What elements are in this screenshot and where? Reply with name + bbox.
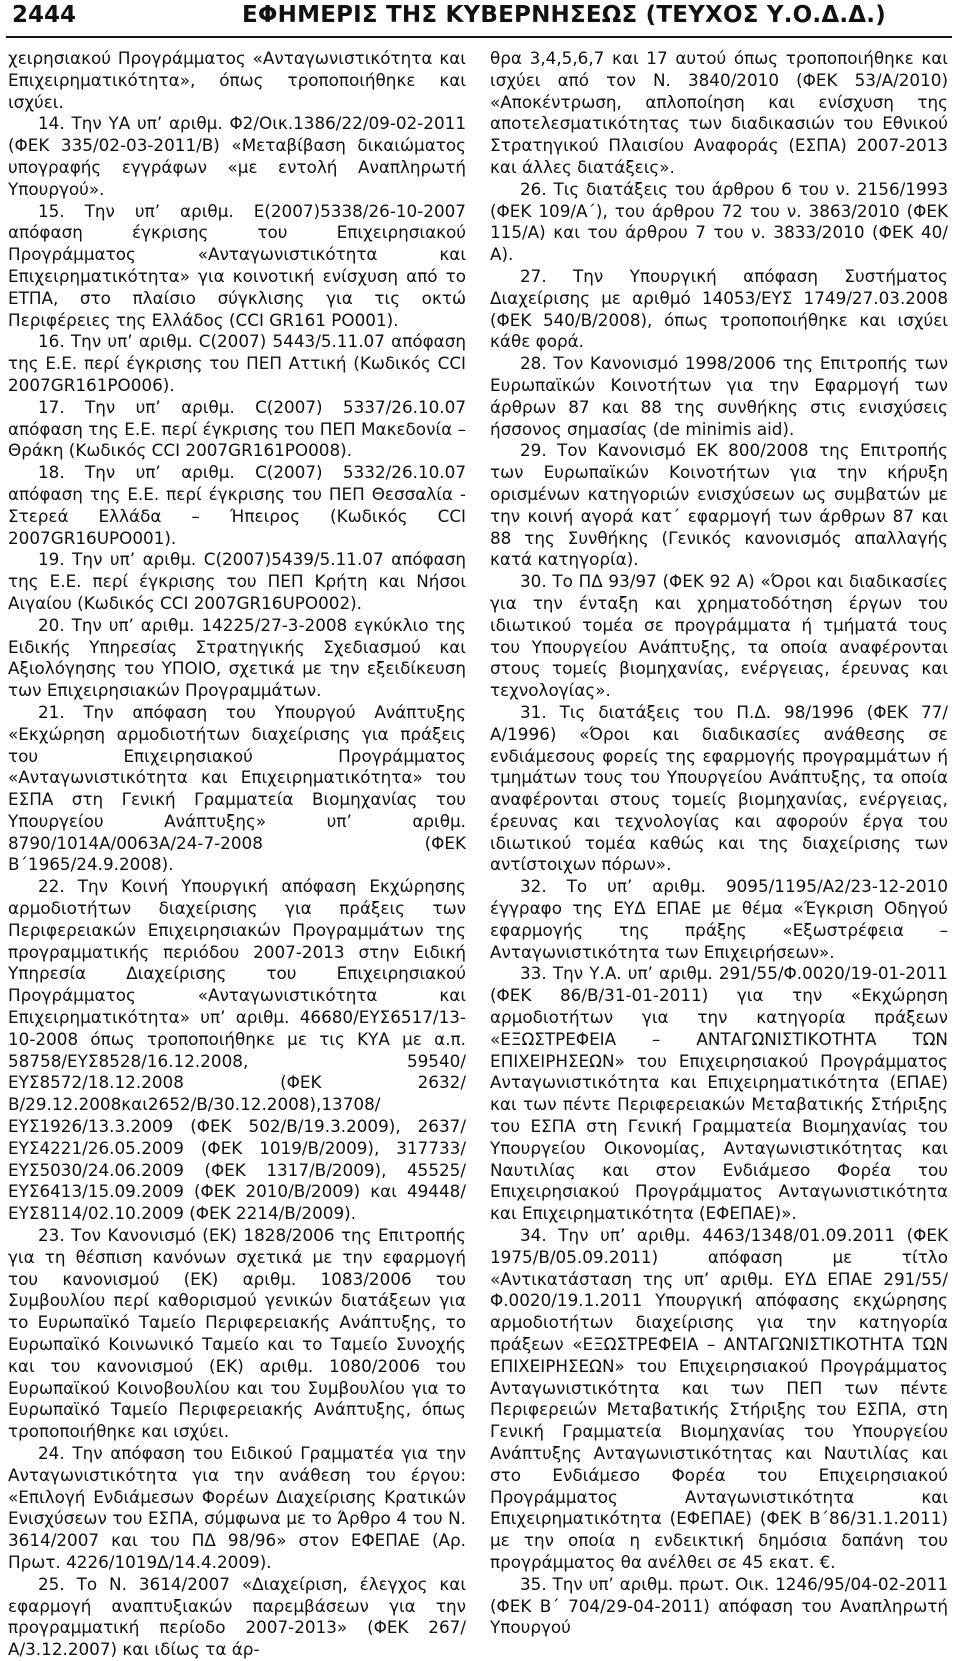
paragraph: 30. Το ΠΔ 93/97 (ΦΕΚ 92 Α) «Όροι και διαδικασίες για την ένταξη και χρηματοδότηση έργων του ιδιωτικού τομέα σε προγράμματα ή τμήματά τους του Υπουργείου Ανάπτυξης, τα οποία αναφέρονται στους τομείς βιομηχανίας, ενέργειας, έρευνας και τεχνολογίας». <box>490 571 948 701</box>
paragraph: 20. Την υπ’ αριθμ. 14225/27-3-2008 εγκύκλιο της Ειδικής Υπηρεσίας Στρατηγικής Σχεδιασμού και Αξιολόγησης του ΥΠΟΙΟ, σχετικά με την εξειδίκευση των Επιχειρησιακών Προγραμμάτων. <box>8 614 466 701</box>
paragraph: 25. Το Ν. 3614/2007 «Διαχείριση, έλεγχος και εφαρμογή αναπτυξιακών παρεμβάσεων για την προγραμματική περίοδο 2007-2013» (ΦΕΚ 267/Α/3.12.2007) και ιδίως τα άρ- <box>8 1573 466 1660</box>
paragraph: 21. Την απόφαση του Υπουργού Ανάπτυξης «Εκχώρηση αρμοδιοτήτων διαχείρισης για πράξεις του Επιχειρησιακού Προγράμματος «Ανταγωνιστικότητα και Επιχειρηματικότητα» του ΕΣΠΑ στη Γενική Γραμματεία Βιομηχανίας του Υπουργείου Ανάπτυξης» υπ’ αριθμ. 8790/1014Α/0063Α/24-7-2008 (ΦΕΚ Β΄1965/24.9.2008). <box>8 701 466 875</box>
left-column <box>8 48 466 1660</box>
paragraph: 24. Την απόφαση του Ειδικού Γραμματέα για την Ανταγωνιστικότητα για την ανάθεση του έργου: «Επιλογή Ενδιάμεσων Φορέων Διαχείρισης Κρατικών Ενισχύσεων του ΕΣΠΑ, σύμφωνα με το Άρθρο 4 του Ν. 3614/2007 και του ΠΔ 98/96» στον ΕΦΕΠΑΕ (Αρ. Πρωτ. 4226/1019Δ/14.4.2009). <box>8 1443 466 1572</box>
paragraph: 15. Την υπ’ αριθμ. Ε(2007)5338/26-10-2007 απόφαση έγκρισης του Επιχειρησιακού Προγράμματος «Ανταγωνιστικότητα και Επιχειρηματικότητα» για κοινοτική ενίσχυση από το ΕΤΠΑ, στο πλαίσιο σύγκλισης για τις οκτώ Περιφέρειες της Ελλάδος (CCI GR161 PO001). <box>8 200 466 330</box>
paragraph: 14. Την ΥΑ υπ’ αριθμ. Φ2/Οικ.1386/22/09-02-2011 (ΦΕΚ 335/02-03-2011/Β) «Μεταβίβαση δικαιώματος υπογραφής εγγράφων «με εντολή Αναπληρωτή Υπουργού». <box>8 113 466 199</box>
paragraph: χειρησιακού Προγράμματος «Ανταγωνιστικότητα και Επιχειρηματικότητα», όπως τροποποιήθηκε και ισχύει. <box>8 48 466 112</box>
paragraph: 32. Το υπ’ αριθμ. 9095/1195/Α2/23-12-2010 έγγραφο της ΕΥΔ ΕΠΑΕ με θέμα «Έγκριση Οδηγού εφαρμογής της πράξης «Εξωστρέφεια – Ανταγωνιστικότητα των Επιχειρήσεων». <box>490 876 948 962</box>
paragraph: 33. Την Υ.Α. υπ’ αριθμ. 291/55/Φ.0020/19-01-2011 (ΦΕΚ 86/Β/31-01-2011) για την «Εκχώρηση αρμοδιοτήτων για την κατηγορία πράξεων «ΕΞΩΣΤΡΕΦΕΙΑ – ΑΝΤΑΓΩΝΙΣΤΙΚΟΤΗΤΑ ΤΩΝ ΕΠΙΧΕΙΡΗΣΕΩΝ» του Επιχειρησιακού Προγράμματος Ανταγωνιστικότητα και Επιχειρηματικότητα (ΕΠΑΕ) και των πέντε Περιφερειακών Μεταβατικής Στήριξης του ΕΣΠΑ στη Γενική Γραμματεία Βιομηχανίας του Υπουργείου Οικονομίας, Ανταγωνιστικότητας και Ναυτιλίας και στον Ενδιάμεσο Φορέα του Επιχειρησιακού Προγράμματος Ανταγωνιστικότητα και Επιχειρηματικότητα (ΕΦΕΠΑΕ)». <box>490 963 948 1224</box>
paragraph: 28. Τον Κανονισμό 1998/2006 της Επιτροπής των Ευρωπαϊκών Κοινοτήτων για την Εφαρμογή των άρθρων 87 και 88 της συνθήκης στις ενισχύσεις ήσσονος σημασίας (de minimis aid). <box>490 353 948 439</box>
paragraph: 17. Την υπ’ αριθμ. C(2007) 5337/26.10.07 απόφαση της Ε.Ε. περί έγκρισης του ΠΕΠ Μακεδονία – Θράκη (Κωδικός CCI 2007GR161PO008). <box>8 396 466 461</box>
paragraph: 29. Τον Κανονισμό ΕΚ 800/2008 της Επιτροπής των Ευρωπαϊκών Κοινοτήτων για την κήρυξη ορισμένων κατηγοριών ενισχύσεων ως συμβατών με την κοινή αγορά κατ΄ εφαρμογή των άρθρων 87 και 88 της Συνθήκης (Γενικός κανονισμός απαλλαγής κατά κατηγορία). <box>490 440 948 570</box>
paragraph: 31. Τις διατάξεις του Π.Δ. 98/1996 (ΦΕΚ 77/Α/1996) «Όροι και διαδικασίες ανάθεσης σε ενδιάμεσους φορείς της εφαρμογής προγραμμάτων ή τμημάτων τους του Υπουργείου Ανάπτυξης, τα οποία αναφέρονται στους τομείς βιομηχανίας, ενέργειας, έρευνας και τεχνολογίας και αφορούν έργα του ιδιωτικού τομέα καθώς και της διαχείρισης των αντίστοιχων πόρων». <box>490 701 948 875</box>
paragraph: 26. Τις διατάξεις του άρθρου 6 του ν. 2156/1993 (ΦΕΚ 109/Α΄), του άρθρου 72 του ν. 3863/2010 (ΦΕΚ 115/Α) και του άρθρου 7 του ν. 3833/2010 (ΦΕΚ 40/Α). <box>490 178 948 265</box>
paragraph: 35. Την υπ’ αριθμ. πρωτ. Οικ. 1246/95/04-02-2011 (ΦΕΚ Β΄ 704/29-04-2011) απόφαση του Αναπληρωτή Υπουργού <box>490 1573 948 1638</box>
paragraph: 19. Την υπ’ αριθμ. C(2007)5439/5.11.07 απόφαση της Ε.Ε. περί έγκρισης του ΠΕΠ Κρήτη και Νήσοι Αιγαίου (Κωδικός CCI 2007GR16UPO002). <box>8 549 466 613</box>
paragraph: 34. Την υπ’ αριθμ. 4463/1348/01.09.2011 (ΦΕΚ 1975/Β/05.09.2011) απόφαση με τίτλο «Αντικατάσταση της υπ’ αριθμ. ΕΥΔ ΕΠΑΕ 291/55/Φ.0020/19.1.2011 Υπουργική απόφασης εκχώρησης αρμοδιοτήτων διαχείρισης για την κατηγορία πράξεων «ΕΞΩΣΤΡΕΦΕΙΑ – ΑΝΤΑΓΩΝΙΣΤΙΚΟΤΗΤΑ ΤΩΝ ΕΠΙΧΕΙΡΗΣΕΩΝ» του Επιχειρησιακού Προγράμματος Ανταγωνιστικότητα και των ΠΕΠ των πέντε Περιφερειών Μεταβατικής Στήριξης του ΕΣΠΑ, στη Γενική Γραμματεία Βιομηχανίας του Υπουργείου Ανάπτυξης Ανταγωνιστικότητας και Ναυτιλίας και στο Ενδιάμεσο Φορέα του Επιχειρησιακού Προγράμματος Ανταγωνιστικότητα και Επιχειρηματικότητα (ΕΦΕΠΑΕ) (ΦΕΚ Β΄86/31.1.2011) με την οποία η ενδεικτική δημόσια δαπάνη του προγράμματος θα ανέλθει σε 45 εκατ. €. <box>490 1225 948 1572</box>
page-number: 2444 <box>12 2 77 28</box>
paragraph: 23. Τον Κανονισμό (ΕΚ) 1828/2006 της Επιτροπής για τη θέσπιση κανόνων σχετικά με την εφαρμογή του κανονισμού (ΕΚ) αριθμ. 1083/2006 του Συμβουλίου περί καθορισμού γενικών διατάξεων για το Ευρωπαϊκό Ταμείο Περιφερειακής Ανάπτυξης, το Ευρωπαϊκό Κοινωνικό Ταμείο και το Ταμείο Συνοχής και του κανονισμού (ΕΚ) αριθμ. 1080/2006 του Ευρωπαϊκού Κοινοβουλίου και του Συμβουλίου για το Ευρωπαϊκό Ταμείο Περιφερειακής Ανάπτυξης, όπως τροποποιήθηκε και ισχύει. <box>8 1225 466 1442</box>
gazette-title: ΕΦΗΜΕΡΙΣ ΤΗΣ ΚΥΒΕΡΝΗΣΕΩΣ (ΤΕΥΧΟΣ Υ.Ο.Δ.Δ.) <box>242 2 886 28</box>
paragraph: 22. Την Κοινή Υπουργική απόφαση Εκχώρησης αρμοδιοτήτων διαχείρισης για πράξεις των Περιφερειακών Επιχειρησιακών Προγραμμάτων της προγραμματικής περιόδου 2007-2013 στην Ειδική Υπηρεσία Διαχείρισης του Επιχειρησιακού Προγράμματος «Ανταγωνιστικότητα και Επιχειρηματικότητα» υπ’ αριθμ. 46680/ΕΥΣ6517/13-10-2008 όπως τροποποιήθηκε με τις ΚΥΑ με α.π. 58758/ΕΥΣ8528/16.12.2008, 59540/ΕΥΣ8572/18.12.2008 (ΦΕΚ 2632/Β/29.12.2008και2652/Β/30.12.2008),13708/ΕΥΣ1926/13.3.2009 (ΦΕΚ 502/Β/19.3.2009), 2637/ΕΥΣ4221/26.05.2009 (ΦΕΚ 1019/Β/2009), 317733/ΕΥΣ5030/24.06.2009 (ΦΕΚ 1317/Β/2009), 45525/ΕΥΣ6413/15.09.2009 (ΦΕΚ 2010/Β/2009) και 49448/ΕΥΣ8114/02.10.2009 (ΦΕΚ 2214/Β/2009). <box>8 876 466 1224</box>
paragraph: 27. Την Υπουργική απόφαση Συστήματος Διαχείρισης με αριθμό 14053/ΕΥΣ 1749/27.03.2008 (ΦΕΚ 540/Β/2008), όπως τροποποιήθηκε και ισχύει κάθε φορά. <box>490 265 948 352</box>
paragraph: 18. Την υπ’ αριθμ. C(2007) 5332/26.10.07 απόφαση της Ε.Ε. περί έγκρισης του ΠΕΠ Θεσσαλία - Στερεά Ελλάδα – Ήπειρος (Κωδικός CCI 2007GR16UPO001). <box>8 462 466 548</box>
page-header <box>6 0 952 38</box>
paragraph: 16. Την υπ’ αριθμ. C(2007) 5443/5.11.07 απόφαση της Ε.Ε. περί έγκρισης του ΠΕΠ Αττική (Κωδικός CCI 2007GR161PO006). <box>8 331 466 395</box>
right-column <box>490 48 948 1638</box>
paragraph: θρα 3,4,5,6,7 και 17 αυτού όπως τροποποιήθηκε και ισχύει από τον Ν. 3840/2010 (ΦΕΚ 53/Α/2010) «Αποκέντρωση, απλοποίηση και ενίσχυση της αποτελεσματικότητας των διαδικασιών του Εθνικού Στρατηγικού Πλαισίου Αναφοράς (ΕΣΠΑ) 2007-2013 και άλλες διατάξεις». <box>490 48 948 177</box>
